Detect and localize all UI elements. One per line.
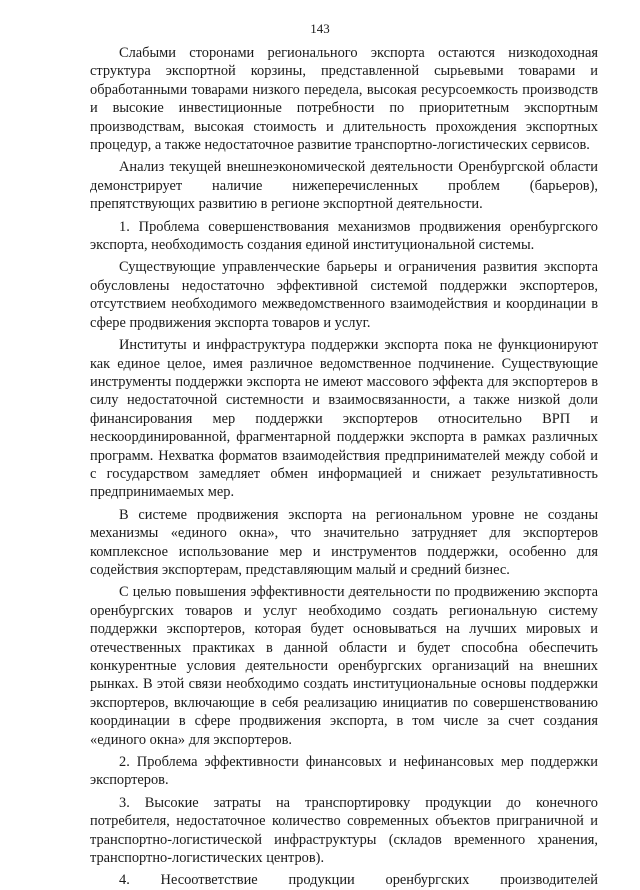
paragraph-weaknesses: Слабыми сторонами регионального экспорта остаются низкодоходная структура экспортной корзины, представленной сырьевыми товарами и обработанными товарами низкого передела, высокая ресурсоемкость производств и высокие инвестиционные потребности по приоритетным экспортным производствам, высокая стоимость и длительность прохождения экспортных процедур, а также недостаточное развитие транспортно-логистических сервисов. (90, 45, 598, 154)
paragraph-barriers: Существующие управленческие барьеры и ограничения развития экспорта обусловлены недостаточно эффективной системой поддержки экспортеров, отсутствием необходимого межведомственного взаимодействия и координации в сфере продвижения экспорта товаров и услуг. (90, 259, 598, 331)
paragraph-problem-1: 1. Проблема совершенствования механизмов продвижения оренбургского экспорта, необходимость создания единой институциональной системы. (90, 218, 598, 254)
paragraph-institutions: Институты и инфраструктура поддержки экспорта пока не функционируют как единое целое, имея различное ведомственное подчинение. Существующие инструменты поддержки экспорта не имеют массового эффекта для экспортеров в силу недостаточной системности и взаимосвязанности, а также низкой доли финансирования мер поддержки экспортеров относительно ВРП и нескоординированной, фрагментарной поддержки экспорта в рамках различных программ. Нехватка форматов взаимодействия предпринимателей между собой и с государством замедляет обмен информацией и снижает результативность предпринимаемых мер. (90, 337, 598, 501)
paragraph-analysis: Анализ текущей внешнеэкономической деятельности Оренбургской области демонстрирует наличие нижеперечисленных проблем (барьеров), препятствующих развитию в регионе экспортной деятельности. (90, 159, 598, 213)
document-body (90, 44, 598, 890)
paragraph-problem-4: 4. Несоответствие продукции оренбургских производителей (119, 872, 598, 889)
paragraph-problem-3: 3. Высокие затраты на транспортировку продукции до конечного потребителя, недостаточное количество современных объектов приграничной и транспортно-логистической инфраструктуры (складов временного хранения, транспортно-логистических центров). (90, 794, 598, 867)
paragraph-single-window: В системе продвижения экспорта на региональном уровне не созданы механизмы «единого окна», что значительно затрудняет для экспортеров комплексное использование мер и инструментов поддержки, особенно для содействия экспортерам, представляющим малый и средний бизнес. (90, 506, 598, 578)
paragraph-problem-2: 2. Проблема эффективности финансовых и нефинансовых мер поддержки экспортеров. (90, 754, 598, 789)
page-number: 143 (310, 21, 330, 36)
paragraph-efficiency-goal: С целью повышения эффективности деятельности по продвижению экспорта оренбургских товаров и услуг необходимо создать региональную систему поддержки экспортеров, которая будет основываться на лучших мировых и отечественных практиках в данной области и будет способна обеспечить конкурентные условия деятельности оренбургских организаций на внешних рынках. В этой связи необходимо создать институциональные основы поддержки экспортеров, включающие в себя реализацию инициатив по совершенствованию координации в сфере продвижения экспорта, в том числе за счет создания «единого окна» для экспортеров. (90, 584, 598, 748)
